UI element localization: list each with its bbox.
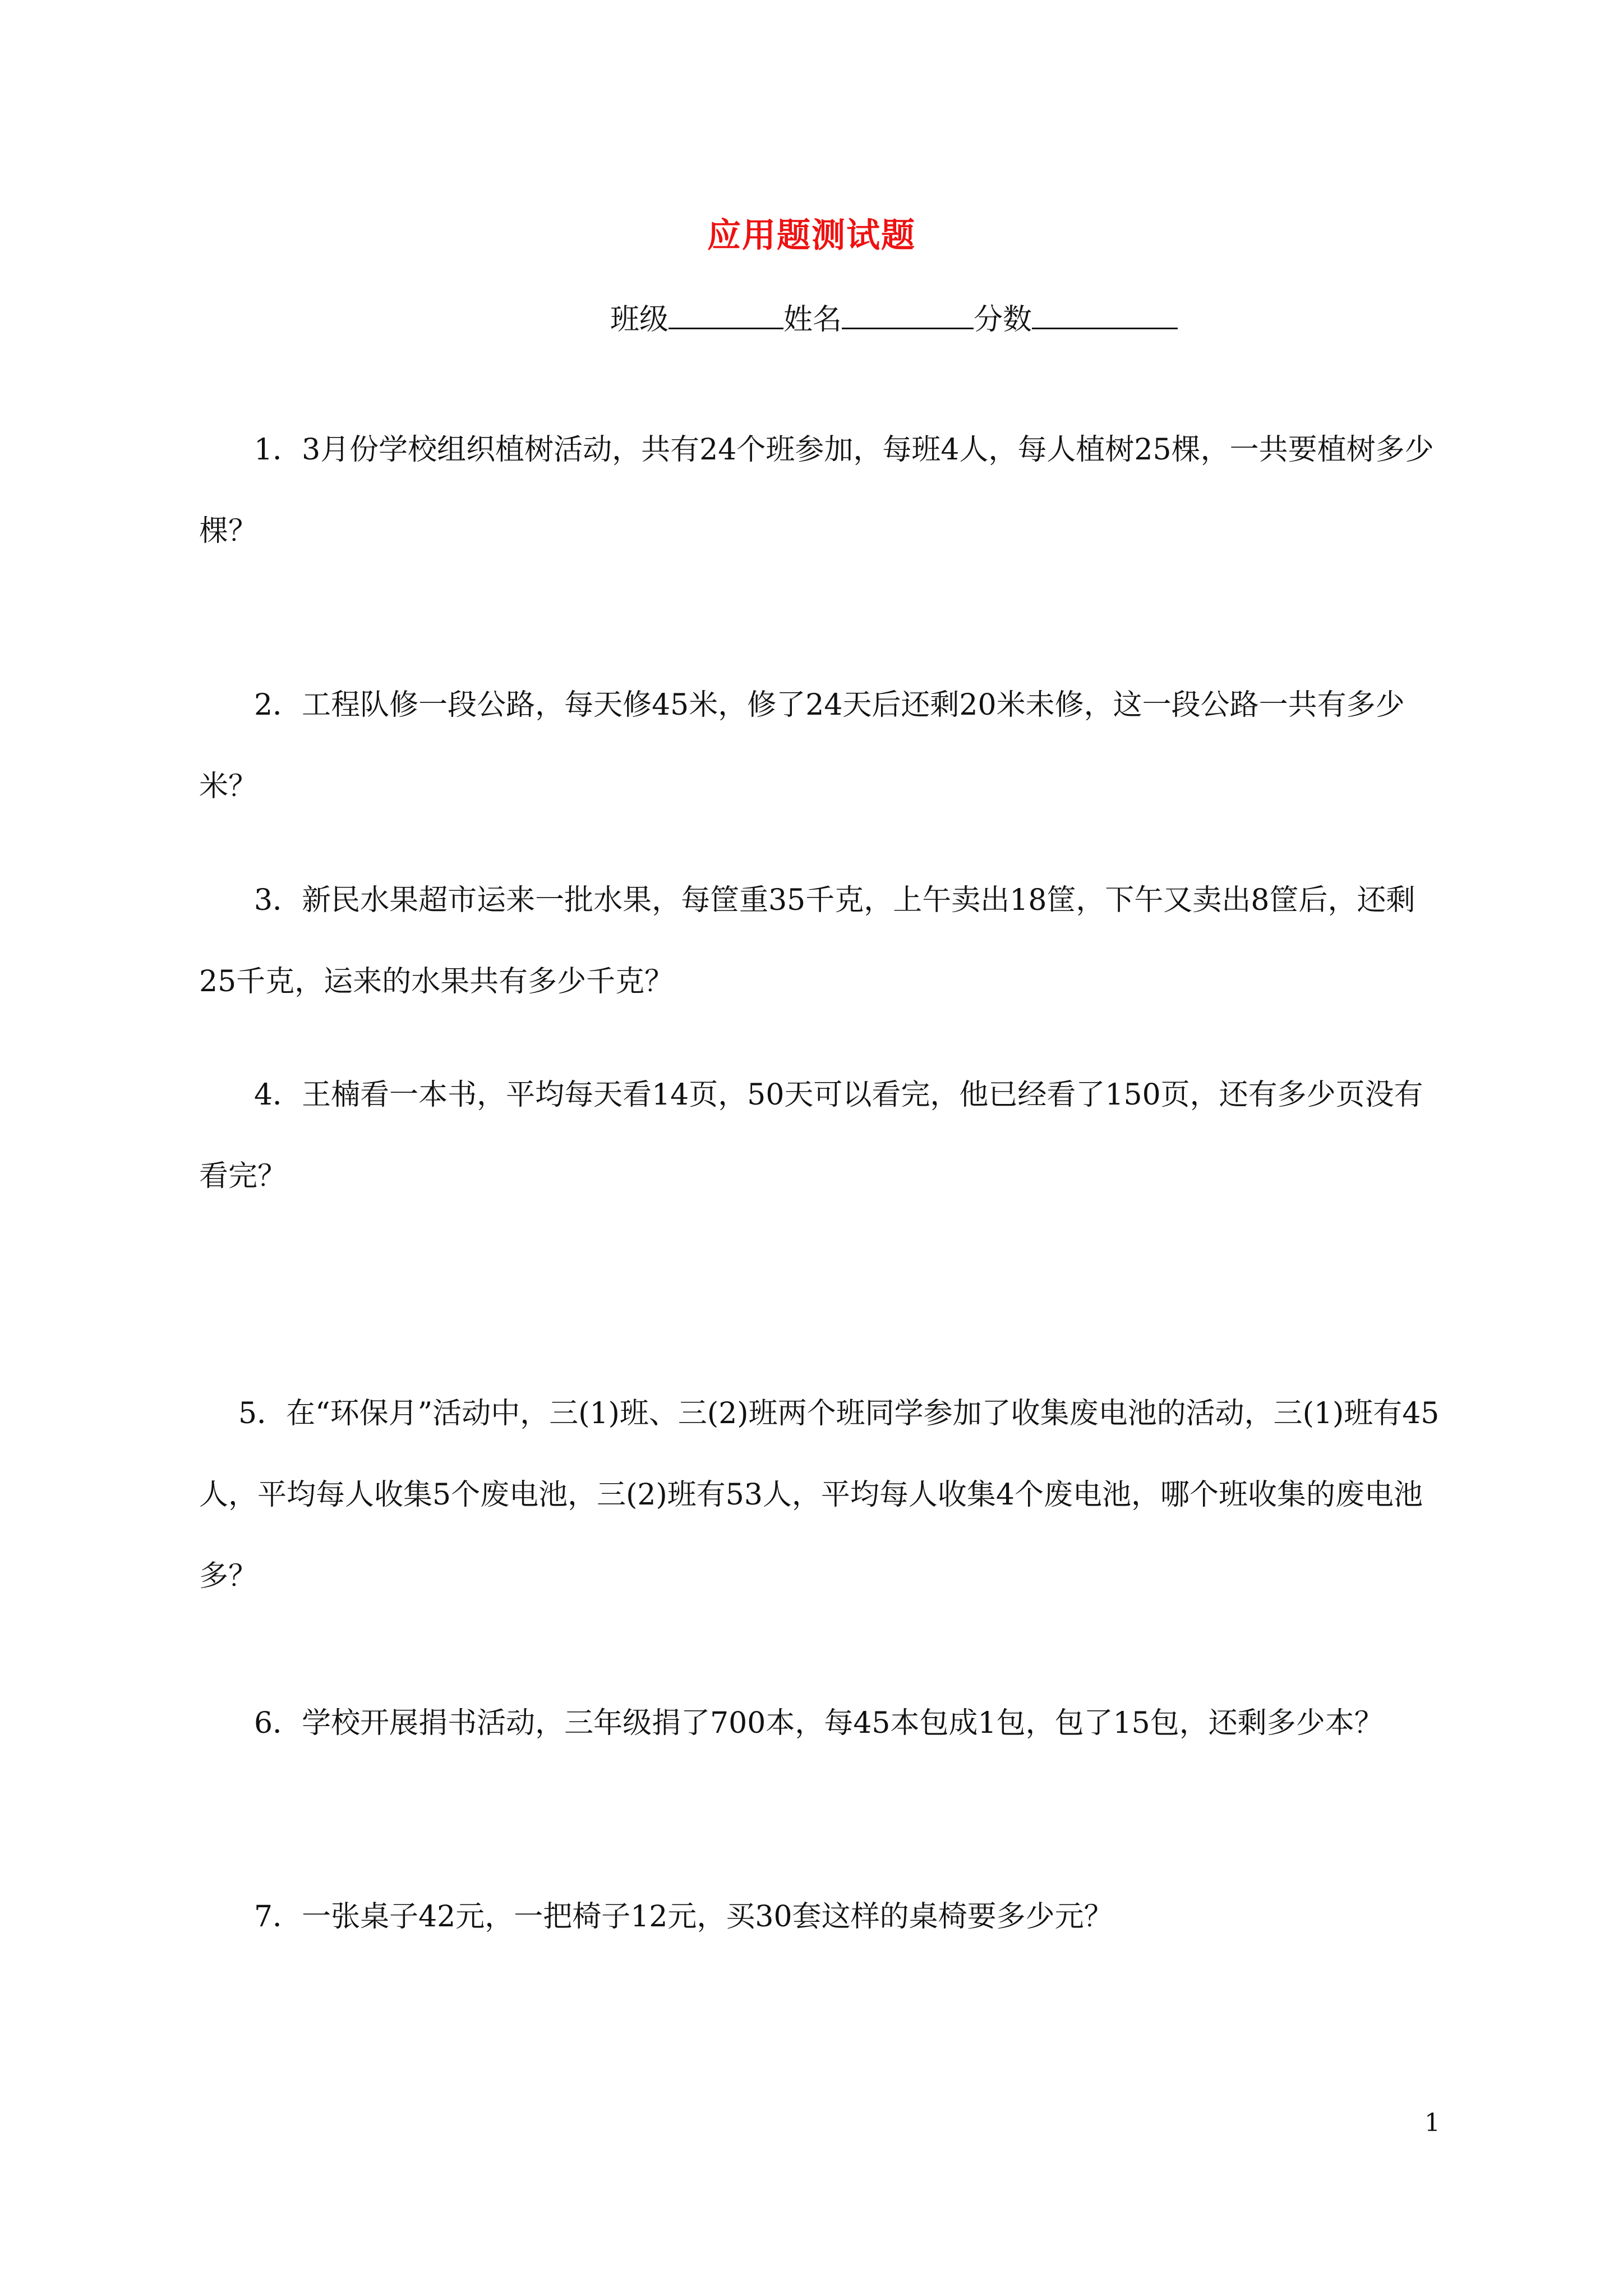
score-blank: [1032, 298, 1178, 329]
page-title: 应用题测试题: [707, 216, 916, 255]
question-3: 3．新民水果超市运来一批水果，每筐重35千克，上午卖出18筐，下午又卖出8筐后，还剩25千克，运来的水果共有多少千克？: [199, 884, 1415, 999]
question-1: 1．3月份学校组织植树活动，共有24个班参加，每班4人，每人植树25棵，一共要植树多少棵？: [199, 433, 1434, 548]
name-label: 姓名: [783, 303, 842, 337]
name-blank: [842, 298, 974, 329]
class-blank: [668, 298, 783, 329]
student-info-line: [610, 298, 1178, 339]
question-6: 6．学校开展捐书活动，三年级捐了700本，每45本包成1包，包了15包，还剩多少本？: [254, 1706, 1384, 1740]
page-number: 1: [1424, 2109, 1440, 2137]
question-4: 4．王楠看一本书，平均每天看14页，50天可以看完，他已经看了150页，还有多少页没有看完？: [199, 1078, 1423, 1193]
class-label: 班级: [610, 303, 669, 337]
question-5: 5．在“环保月”活动中，三(1)班、三(2)班两个班同学参加了收集废电池的活动，三(1)班有45人，平均每人收集5个废电池，三(2)班有53人，平均每人收集4个废电池，哪个班收集的废电池多？: [199, 1397, 1440, 1593]
question-7: 7．一张桌子42元，一把椅子12元，买30套这样的桌椅要多少元？: [254, 1900, 1113, 1934]
score-label: 分数: [974, 303, 1032, 337]
question-2: 2．工程队修一段公路，每天修45米，修了24天后还剩20米未修，这一段公路一共有多少米？: [199, 688, 1405, 803]
